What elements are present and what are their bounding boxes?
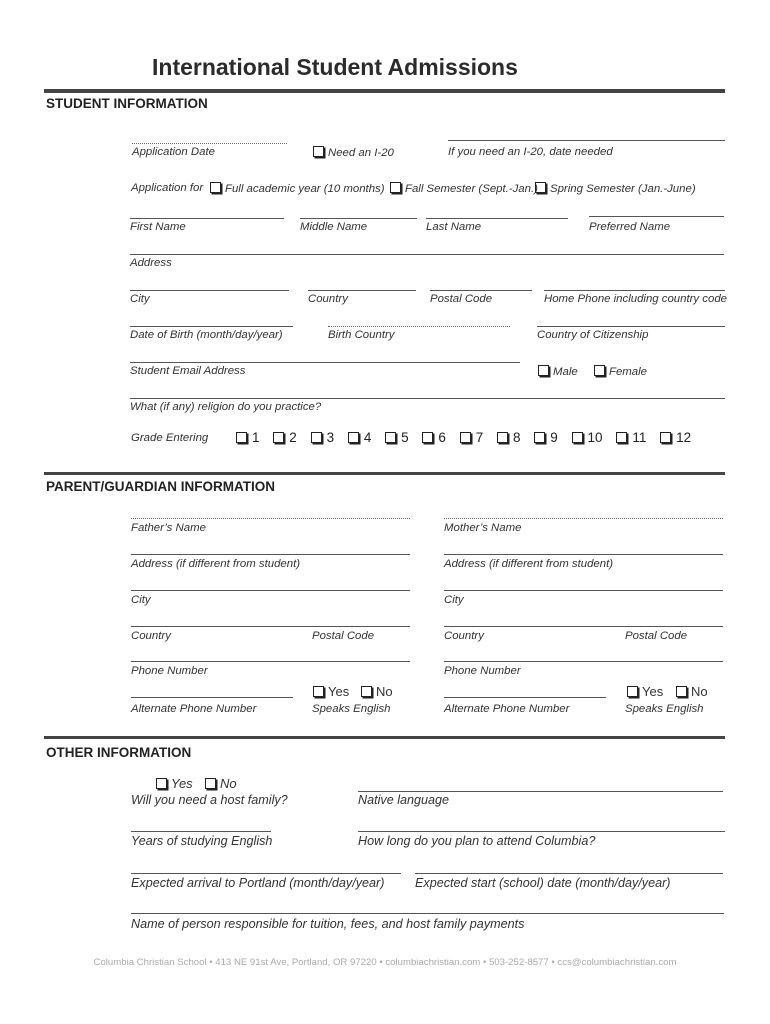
address-label: Address — [130, 257, 172, 269]
mothers-name-label: Mother’s Name — [444, 522, 522, 534]
grade-label: 5 — [401, 430, 409, 445]
father-phone-label: Phone Number — [131, 665, 208, 677]
email-field[interactable] — [130, 362, 520, 363]
mother-phone-field[interactable] — [444, 661, 723, 662]
father-alt-phone-label: Alternate Phone Number — [131, 703, 257, 715]
i20-date-needed-field[interactable] — [448, 140, 725, 141]
grade-checkbox[interactable] — [385, 430, 409, 445]
grade-checkbox[interactable] — [660, 430, 691, 445]
female-checkbox[interactable] — [594, 365, 647, 378]
grade-checkbox[interactable] — [273, 430, 297, 445]
years-english-field[interactable] — [131, 831, 271, 832]
email-label: Student Email Address — [130, 365, 246, 377]
grade-checkbox[interactable] — [572, 430, 603, 445]
section-heading-student: STUDENT INFORMATION — [46, 96, 208, 111]
footer-contact: Columbia Christian School • 413 NE 91st Ave, Portland, OR 97220 • columbiachristian.com • 503-252-8577 • ccs@columbiachristian.com — [93, 957, 677, 968]
city-label: City — [130, 293, 150, 305]
spring-semester-label: Spring Semester (Jan.-June) — [550, 183, 696, 195]
checkbox-icon — [390, 182, 401, 193]
no-label: No — [376, 684, 393, 699]
male-label: Male — [553, 366, 578, 378]
application-date-label: Application Date — [132, 146, 215, 158]
country-field[interactable] — [308, 290, 416, 291]
grade-checkbox[interactable] — [422, 430, 446, 445]
spring-semester-checkbox[interactable] — [535, 182, 696, 195]
birth-country-label: Birth Country — [328, 329, 395, 341]
mother-address-label: Address (if different from student) — [444, 558, 614, 570]
mother-city-field[interactable] — [444, 590, 723, 591]
grade-checkbox[interactable] — [236, 430, 260, 445]
arrival-field[interactable] — [131, 873, 401, 874]
mother-speaks-english-label: Speaks English — [625, 703, 704, 715]
section-rule-parent — [44, 472, 725, 475]
mother-address-field[interactable] — [444, 554, 723, 555]
fall-semester-checkbox[interactable] — [390, 182, 538, 195]
grade-label: 6 — [438, 430, 446, 445]
checkbox-icon — [616, 432, 627, 443]
grade-checkbox[interactable] — [311, 430, 335, 445]
fathers-name-label: Father’s Name — [131, 522, 206, 534]
checkbox-icon — [311, 432, 322, 443]
need-i20-label: Need an I-20 — [328, 147, 394, 159]
last-name-field[interactable] — [426, 218, 568, 219]
father-speaks-english-no-checkbox[interactable] — [361, 684, 393, 699]
citizenship-field[interactable] — [537, 326, 725, 327]
start-date-label: Expected start (school) date (month/day/year) — [415, 876, 671, 890]
start-date-field[interactable] — [415, 873, 723, 874]
father-speaks-english-label: Speaks English — [312, 703, 391, 715]
father-speaks-english-yes-checkbox[interactable] — [313, 684, 349, 699]
grade-label: 11 — [632, 430, 647, 445]
mother-country-label: Country — [444, 630, 484, 642]
checkbox-icon — [236, 432, 247, 443]
female-label: Female — [609, 366, 647, 378]
father-phone-field[interactable] — [131, 661, 410, 662]
responsible-person-label: Name of person responsible for tuition, fees, and host family payments — [131, 917, 525, 931]
father-city-label: City — [131, 594, 151, 606]
checkbox-icon — [313, 686, 324, 697]
checkbox-icon — [210, 182, 221, 193]
host-family-yes-checkbox[interactable] — [156, 776, 193, 791]
grade-label: 2 — [289, 430, 297, 445]
mothers-name-field[interactable] — [444, 518, 723, 519]
mother-speaks-english-yes-checkbox[interactable] — [627, 684, 663, 699]
native-language-field[interactable] — [358, 791, 723, 792]
section-rule-student — [44, 89, 725, 93]
mother-country-postal-field[interactable] — [444, 626, 723, 627]
first-name-field[interactable] — [130, 218, 284, 219]
religion-label: What (if any) religion do you practice? — [130, 401, 322, 413]
mother-speaks-english-no-checkbox[interactable] — [676, 684, 708, 699]
grade-label: 1 — [252, 430, 260, 445]
country-label: Country — [308, 293, 348, 305]
checkbox-icon — [422, 432, 433, 443]
mother-postal-code-label: Postal Code — [625, 630, 688, 642]
checkbox-icon — [676, 686, 687, 697]
checkbox-icon — [313, 146, 324, 157]
checkbox-icon — [348, 432, 359, 443]
father-postal-code-label: Postal Code — [312, 630, 375, 642]
yes-label: Yes — [642, 684, 664, 699]
full-year-label: Full academic year (10 months) — [225, 183, 385, 195]
grade-checkbox[interactable] — [534, 430, 558, 445]
yes-label: Yes — [171, 776, 193, 791]
attend-length-field[interactable] — [358, 831, 725, 832]
postal-code-field[interactable] — [430, 290, 532, 291]
grade-checkbox[interactable] — [497, 430, 521, 445]
father-country-label: Country — [131, 630, 171, 642]
middle-name-label: Middle Name — [300, 221, 368, 233]
mother-alt-phone-field[interactable] — [444, 697, 606, 698]
checkbox-icon — [660, 432, 671, 443]
grade-label: 3 — [326, 430, 335, 445]
grade-label: 4 — [363, 430, 372, 445]
checkbox-icon — [538, 365, 549, 376]
address-field[interactable] — [130, 254, 724, 255]
i20-date-needed-label: If you need an I-20, date needed — [448, 146, 613, 158]
checkbox-icon — [205, 778, 216, 789]
home-phone-label: Home Phone including country code — [544, 293, 727, 305]
host-family-no-checkbox[interactable] — [205, 776, 237, 791]
checkbox-icon — [385, 432, 396, 443]
section-rule-other — [44, 736, 725, 739]
father-address-label: Address (if different from student) — [131, 558, 301, 570]
mother-city-label: City — [444, 594, 464, 606]
mother-phone-label: Phone Number — [444, 665, 521, 677]
dob-label: Date of Birth (month/day/year) — [130, 329, 283, 341]
male-checkbox[interactable] — [538, 365, 578, 378]
grade-label: 12 — [676, 430, 692, 445]
yes-label: Yes — [328, 684, 350, 699]
checkbox-icon — [497, 432, 508, 443]
father-city-field[interactable] — [131, 590, 410, 591]
grade-checkbox[interactable] — [460, 430, 484, 445]
city-field[interactable] — [130, 290, 289, 291]
checkbox-icon — [534, 432, 545, 443]
need-i20-checkbox[interactable] — [313, 146, 394, 159]
checkbox-icon — [572, 432, 583, 443]
grade-label: 9 — [550, 430, 558, 445]
no-label: No — [691, 684, 708, 699]
grade-label: 10 — [587, 430, 603, 445]
birth-country-field[interactable] — [328, 326, 510, 327]
postal-code-label: Postal Code — [430, 293, 493, 305]
grade-checkbox[interactable] — [616, 430, 646, 445]
last-name-label: Last Name — [426, 221, 482, 233]
preferred-name-field[interactable] — [589, 216, 724, 217]
fathers-name-field[interactable] — [131, 518, 410, 519]
grade-options — [236, 430, 701, 445]
checkbox-icon — [594, 365, 605, 376]
native-language-label: Native language — [358, 793, 450, 807]
first-name-label: First Name — [130, 221, 186, 233]
no-label: No — [220, 776, 237, 791]
checkbox-icon — [273, 432, 284, 443]
checkbox-icon — [627, 686, 638, 697]
middle-name-field[interactable] — [300, 218, 417, 219]
years-english-label: Years of studying English — [131, 834, 273, 848]
full-year-checkbox[interactable] — [210, 182, 385, 195]
application-date-field[interactable] — [132, 143, 287, 144]
attend-length-label: How long do you plan to attend Columbia? — [358, 834, 596, 848]
checkbox-icon — [156, 778, 167, 789]
father-country-postal-field[interactable] — [131, 626, 410, 627]
mother-alt-phone-label: Alternate Phone Number — [444, 703, 570, 715]
fall-semester-label: Fall Semester (Sept.-Jan.) — [405, 183, 538, 195]
responsible-person-field[interactable] — [131, 913, 724, 914]
page-title: International Student Admissions — [152, 54, 518, 80]
citizenship-label: Country of Citizenship — [537, 329, 649, 341]
host-family-label: Will you need a host family? — [131, 793, 288, 807]
father-address-field[interactable] — [131, 554, 410, 555]
father-alt-phone-field[interactable] — [131, 697, 293, 698]
home-phone-field[interactable] — [544, 290, 725, 291]
grade-label: 8 — [512, 430, 521, 445]
preferred-name-label: Preferred Name — [589, 221, 671, 233]
checkbox-icon — [361, 686, 372, 697]
application-for-label: Application for — [131, 182, 204, 194]
checkbox-icon — [460, 432, 471, 443]
grade-checkbox[interactable] — [348, 430, 372, 445]
dob-field[interactable] — [130, 326, 293, 327]
arrival-label: Expected arrival to Portland (month/day/year) — [131, 876, 385, 890]
religion-field[interactable] — [130, 398, 725, 399]
grade-entering-label: Grade Entering — [131, 432, 209, 444]
section-heading-other: OTHER INFORMATION — [46, 745, 192, 760]
section-heading-parent: PARENT/GUARDIAN INFORMATION — [46, 479, 275, 494]
grade-label: 7 — [475, 430, 484, 445]
checkbox-icon — [535, 182, 546, 193]
